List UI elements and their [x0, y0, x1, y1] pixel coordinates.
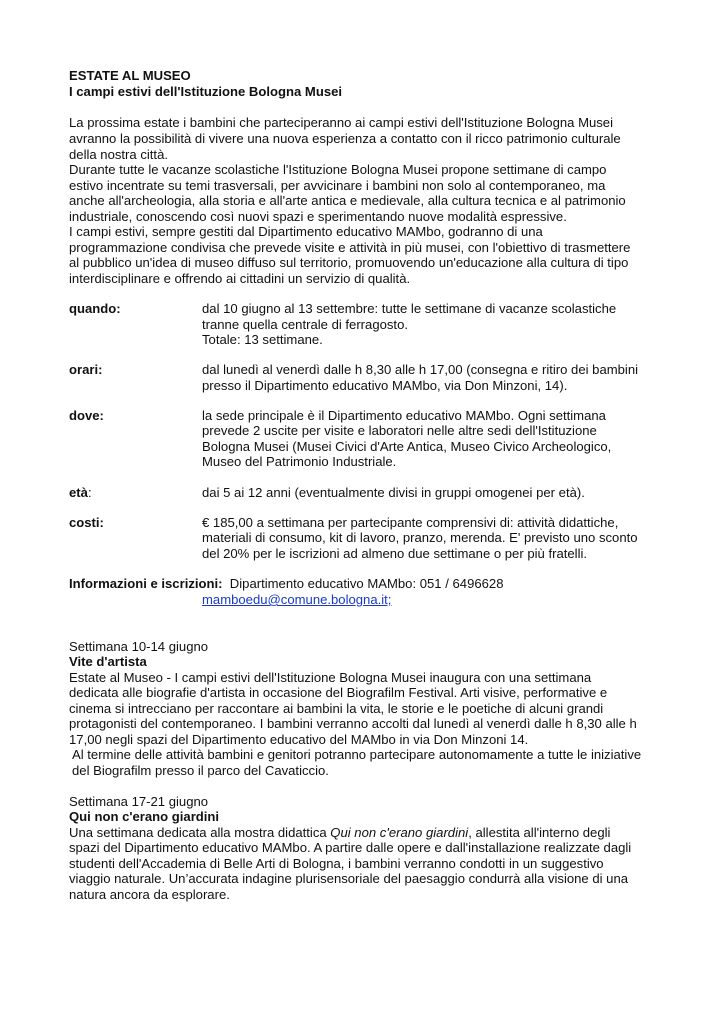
detail-label-dove: dove: — [69, 408, 104, 423]
week2-dates: Settimana 17-21 giugno — [69, 794, 209, 809]
week2-line-pre: Una settimana dedicata alla mostra didattica — [69, 825, 331, 840]
detail-label-eta — [69, 485, 92, 501]
week2-line-post: , allestita all'interno degli — [468, 825, 611, 840]
detail-value-quando: Totale: 13 settimane. — [202, 332, 323, 347]
intro-line: al pubblico un'idea di museo diffuso sul territorio, promuovendo un'educazione alla cultura di tipo — [69, 255, 629, 270]
detail-label-eta-text: età — [69, 485, 88, 500]
intro-line: I campi estivi, sempre gestiti dal Dipartimento educativo MAMbo, godranno di una — [69, 224, 543, 239]
week2-line: viaggio naturale. Un’accurata indagine plurisensoriale del paesaggio condurrà alla visione di una — [69, 871, 629, 886]
detail-label-eta-colon: : — [87, 485, 92, 500]
detail-value-dove: Museo del Patrimonio Industriale. — [202, 454, 397, 469]
detail-value-costi: € 185,00 a settimana per partecipante comprensivi di: attività didattiche, — [202, 515, 619, 530]
exhibition-title: Qui non c'erano giardini — [330, 825, 469, 840]
week1-line: Estate al Museo - I campi estivi dell'Istituzione Bologna Musei inaugura con una settimana — [69, 670, 592, 685]
intro-line: anche all'archeologia, alla storia e all'arte antica e medievale, alla cultura tecnica e al patrimonio — [69, 193, 626, 208]
detail-value-dove: Bologna Musei (Musei Civici d'Arte Antica, Museo Civico Archeologico, — [202, 439, 612, 454]
intro-line: industriale, conoscendo così nuovi spazi e sperimentando nuove modalità espressive. — [69, 209, 567, 224]
intro-line: interdisciplinare e offrendo ai cittadini un servizio di qualità. — [69, 271, 411, 286]
intro-line: della nostra città. — [69, 147, 168, 162]
document-title: ESTATE AL MUSEO — [69, 68, 191, 83]
week2-line: natura ancora da esplorare. — [69, 887, 230, 902]
week2-line: studenti dell'Accademia di Belle Arti di Bologna, i bambini verranno condotti in un suggestivo — [69, 856, 604, 871]
detail-label-costi: costi: — [69, 515, 104, 530]
detail-value-dove: prevede 2 uscite per visite e laboratori nelle altre sedi dell'Istituzione — [202, 423, 597, 438]
week1-line: 17,00 negli spazi del Dipartimento educativo del MAMbo in via Don Minzoni 14. — [69, 732, 529, 747]
intro-line: avranno la possibilità di vivere una nuova esperienza a contatto con il ricco patrimonio culturale — [69, 131, 621, 146]
week1-dates: Settimana 10-14 giugno — [69, 639, 209, 654]
week1-line: protagonisti del contemporaneo. I bambini verranno accolti dal lunedì al venerdì dalle h 8,30 alle h — [69, 716, 637, 731]
intro-line: programmazione condivisa che prevede visite e attività in più musei, con l'obiettivo di trasmettere — [69, 240, 631, 255]
info-label: Informazioni e iscrizioni: — [69, 576, 223, 591]
detail-value-costi: del 20% per le iscrizioni ad almeno due settimane o per più fratelli. — [202, 546, 588, 561]
detail-label-orari: orari: — [69, 362, 103, 377]
detail-value-costi: materiali di consumo, kit di lavoro, pranzo, merenda. E' previsto uno sconto — [202, 530, 638, 545]
intro-line: estivo incentrate su temi trasversali, per avvicinare i bambini non solo al contemporaneo, ma — [69, 178, 606, 193]
week1-line: dedicata alle biografie d'artista in occasione del Biografilm Festival. Arti visive, performative e — [69, 685, 608, 700]
email-link[interactable]: mamboedu@comune.bologna.it; — [202, 592, 392, 607]
info-line — [69, 576, 503, 592]
week1-line: Al termine delle attività bambini e genitori potranno partecipare autonomamente a tutte le iniziative — [72, 747, 642, 762]
week2-line — [69, 825, 610, 841]
intro-line: Durante tutte le vacanze scolastiche l'Istituzione Bologna Musei propone settimane di campo — [69, 162, 607, 177]
week1-title: Vite d'artista — [69, 654, 147, 669]
week1-line: cinema si intrecciano per raccontare ai bambini la vita, le storie e le poetiche di alcuni grandi — [69, 701, 604, 716]
week2-title: Qui non c'erano giardini — [69, 809, 220, 824]
detail-label-quando: quando: — [69, 301, 121, 316]
detail-value-quando: dal 10 giugno al 13 settembre: tutte le settimane di vacanze scolastiche — [202, 301, 617, 316]
week1-line: del Biografilm presso il parco del Cavaticcio. — [72, 763, 329, 778]
intro-line: La prossima estate i bambini che parteciperanno ai campi estivi dell'Istituzione Bologna Musei — [69, 115, 613, 130]
detail-value-orari: presso il Dipartimento educativo MAMbo, via Don Minzoni, 14). — [202, 378, 568, 393]
document-subtitle: I campi estivi dell'Istituzione Bologna Musei — [69, 84, 343, 99]
week2-line: spazi del Dipartimento educativo MAMbo. A partire dalle opere e dall'installazione realizzate dagli — [69, 840, 632, 855]
detail-value-dove: la sede principale è il Dipartimento educativo MAMbo. Ogni settimana — [202, 408, 606, 423]
detail-value-quando: tranne quella centrale di ferragosto. — [202, 317, 408, 332]
detail-value-eta: dai 5 ai 12 anni (eventualmente divisi in gruppi omogenei per età). — [202, 485, 585, 500]
detail-value-orari: dal lunedì al venerdì dalle h 8,30 alle h 17,00 (consegna e ritiro dei bambini — [202, 362, 639, 377]
info-contact: Dipartimento educativo MAMbo: 051 / 6496628 — [229, 576, 504, 591]
